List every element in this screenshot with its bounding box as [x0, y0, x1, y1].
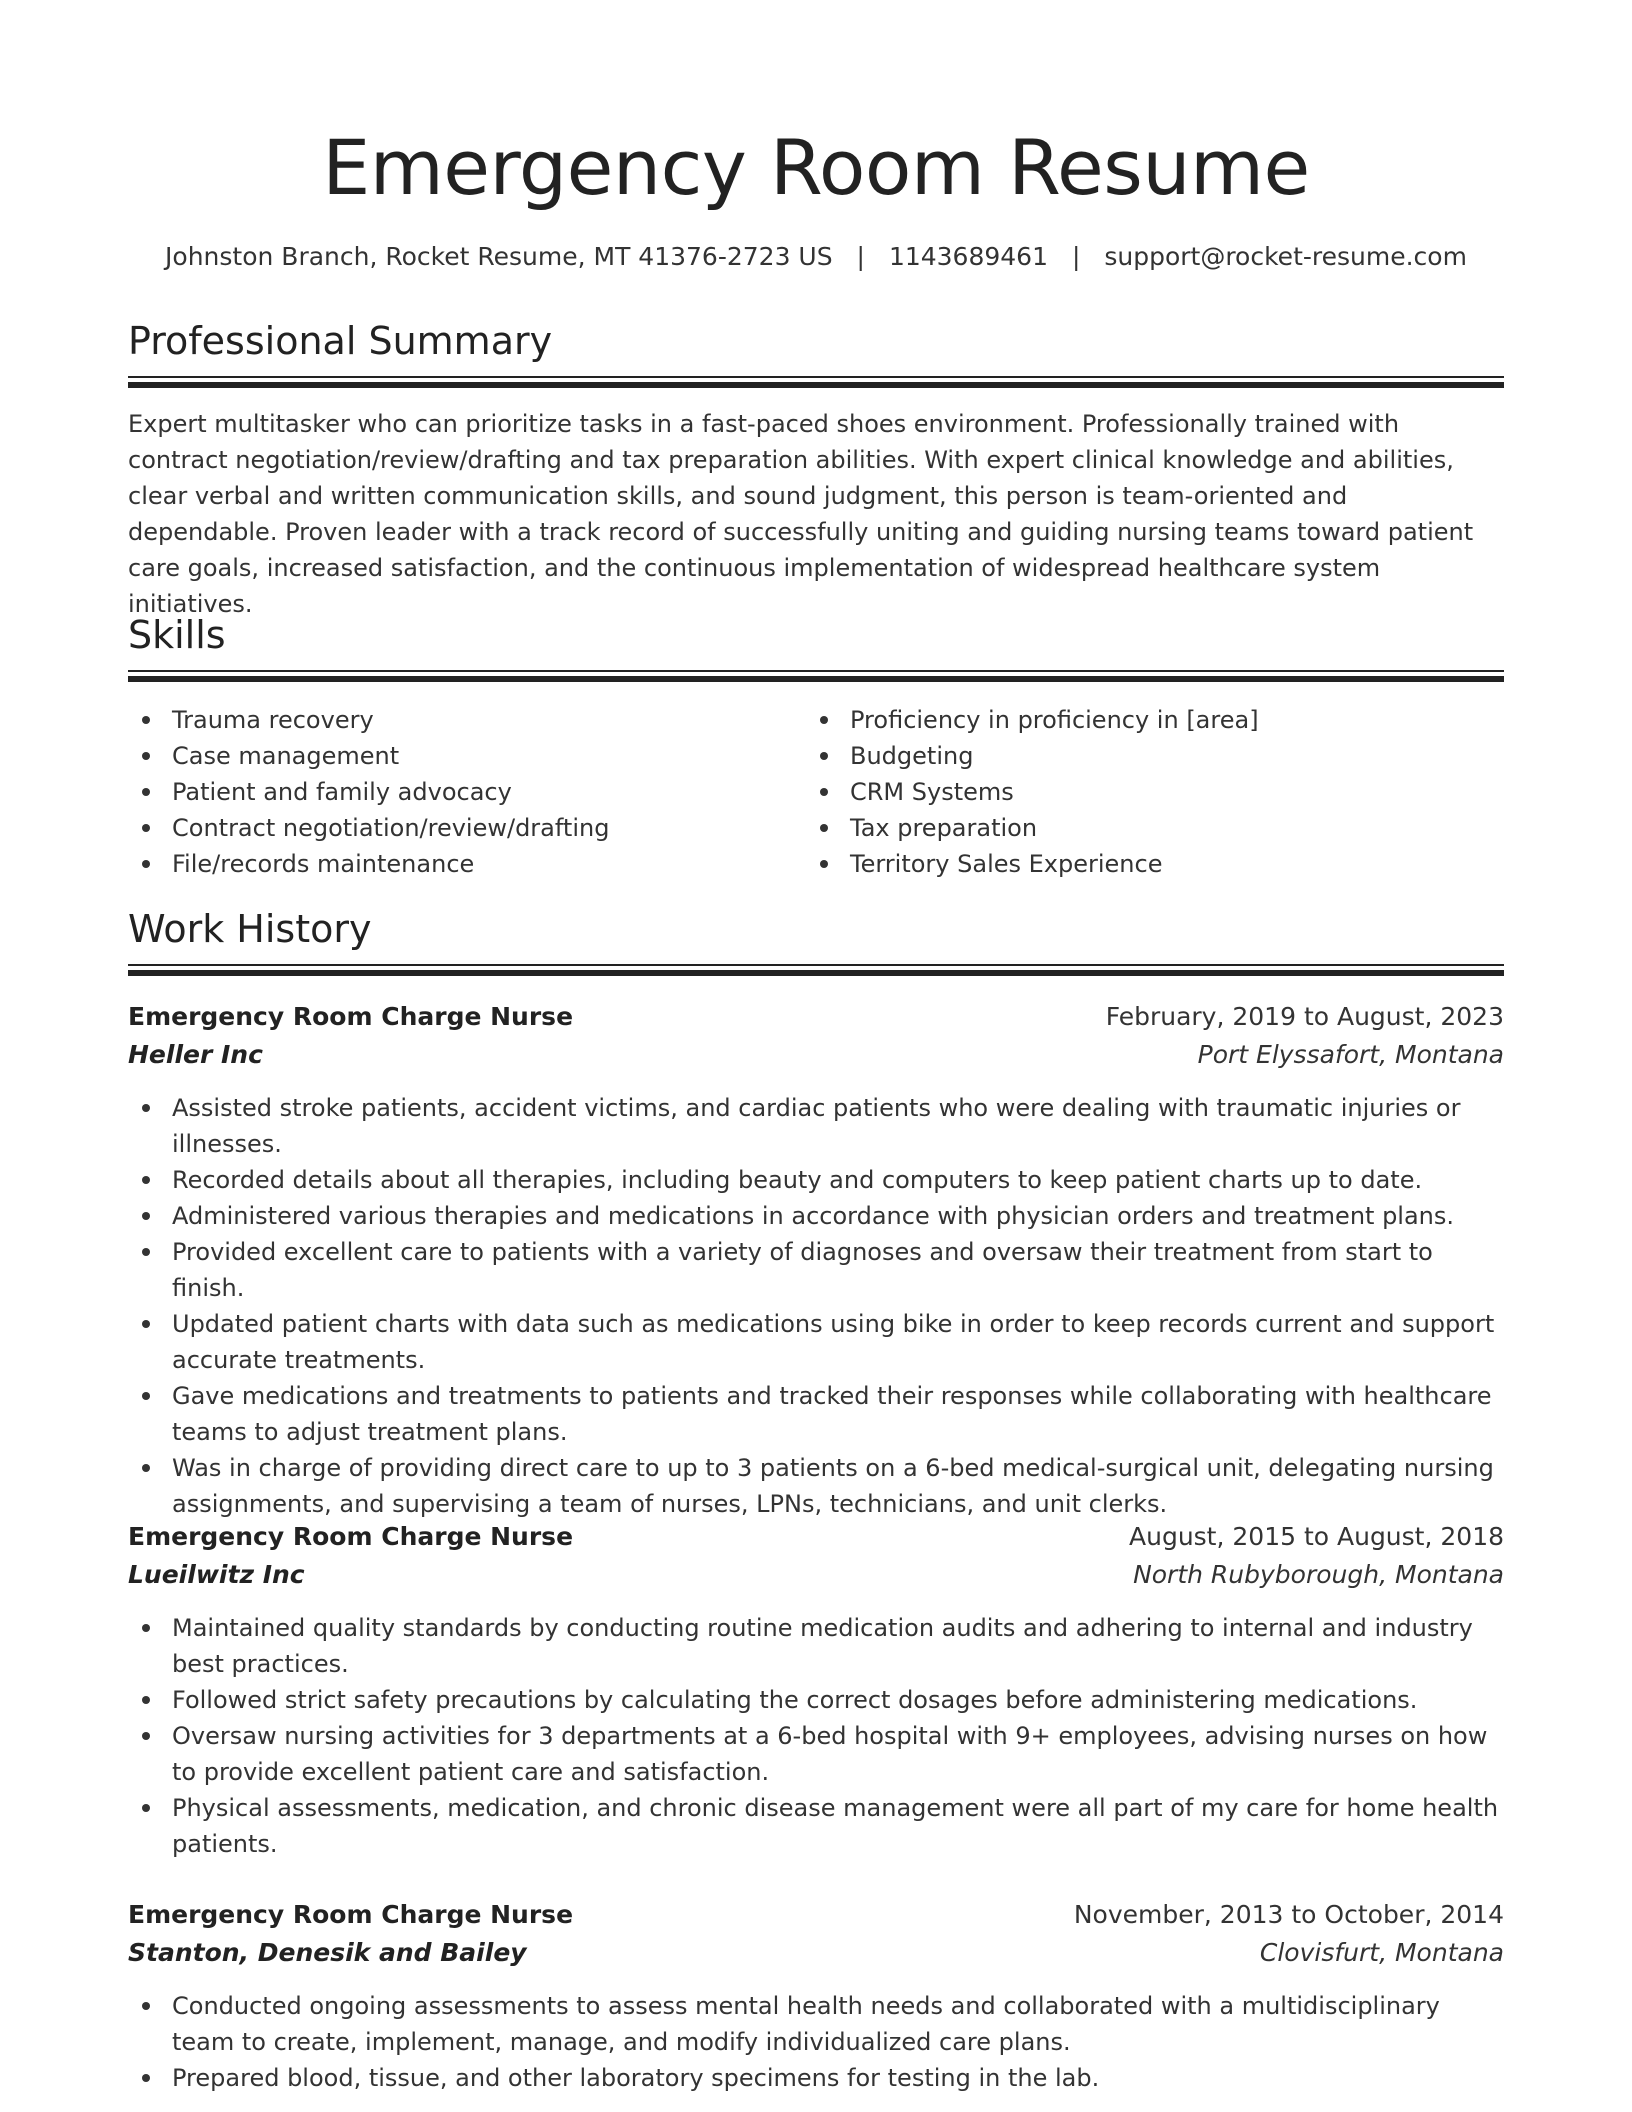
job-title: Emergency Room Charge Nurse — [128, 1002, 574, 1031]
skill-item: Territory Sales Experience — [806, 846, 1466, 882]
skill-item: Case management — [128, 738, 788, 774]
job-bullet: Physical assessments, medication, and chronic disease management were all part of my care for home health patients. — [128, 1790, 1504, 1862]
section-divider — [128, 670, 1504, 682]
job-location: Clovisfurt, Montana — [1259, 1938, 1504, 1967]
job-location: Port Elyssafort, Montana — [1197, 1040, 1504, 1069]
section-title-skills: Skills — [128, 613, 226, 657]
job-title: Emergency Room Charge Nurse — [128, 1900, 574, 1929]
skill-item: Tax preparation — [806, 810, 1466, 846]
job-dates: August, 2015 to August, 2018 — [1129, 1522, 1504, 1551]
job-bullet: Conducted ongoing assessments to assess mental health needs and collaborated with a multidisciplinary team to create, implement, manage, and modify individualized care plans. — [128, 1988, 1504, 2060]
job-bullet: Oversaw nursing activities for 3 departments at a 6-bed hospital with 9+ employees, advising nurses on how to provide excellent patient care and satisfaction. — [128, 1718, 1504, 1790]
job-bullet: Assisted stroke patients, accident victims, and cardiac patients who were dealing with traumatic injuries or illnesses. — [128, 1090, 1504, 1162]
job-entry — [128, 1518, 1504, 1862]
job-bullet: Recorded details about all therapies, including beauty and computers to keep patient charts up to date. — [128, 1162, 1504, 1198]
skill-item: Trauma recovery — [128, 702, 788, 738]
contact-phone: 1143689461 — [888, 242, 1048, 271]
job-bullet: Updated patient charts with data such as medications using bike in order to keep records current and support accurate treatments. — [128, 1306, 1504, 1378]
job-entry — [128, 998, 1504, 1522]
section-divider — [128, 376, 1504, 388]
contact-line — [0, 240, 1632, 274]
job-bullet: Administered various therapies and medications in accordance with physician orders and treatment plans. — [128, 1198, 1504, 1234]
job-dates: February, 2019 to August, 2023 — [1105, 1002, 1504, 1031]
section-title-summary: Professional Summary — [128, 319, 553, 363]
section-divider — [128, 964, 1504, 976]
skills-column-right — [806, 702, 1466, 882]
resume-title: Emergency Room Resume — [322, 123, 1310, 212]
section-title-work: Work History — [128, 907, 372, 951]
job-bullets — [128, 1988, 1504, 2096]
job-bullet: Prepared blood, tissue, and other laboratory specimens for testing in the lab. — [128, 2060, 1504, 2096]
skill-item: CRM Systems — [806, 774, 1466, 810]
job-bullet: Maintained quality standards by conducting routine medication audits and adhering to internal and industry best practices. — [128, 1610, 1504, 1682]
job-company: Lueilwitz Inc — [128, 1560, 305, 1589]
job-dates: November, 2013 to October, 2014 — [1073, 1900, 1504, 1929]
job-bullet: Followed strict safety precautions by calculating the correct dosages before administering medications. — [128, 1682, 1504, 1718]
job-entry — [128, 1896, 1504, 2096]
contact-email: support@rocket-resume.com — [1104, 242, 1467, 271]
skills-column-left — [128, 702, 788, 882]
job-company: Heller Inc — [128, 1040, 263, 1069]
job-bullets — [128, 1090, 1504, 1522]
contact-separator: | — [856, 242, 865, 271]
summary-text: Expert multitasker who can prioritize tasks in a fast-paced shoes environment. Professionally trained with contract negotiation/review/drafting and tax preparation abilities. With expert clinical knowledge and abilities, clear verbal and written communication skills, and sound judgment, this person is team-oriented and dependable. Proven leader with a track record of successfully uniting and guiding nursing teams toward patient care goals, increased satisfaction, and the continuous implementation of widespread healthcare system initiatives. — [128, 410, 1474, 618]
job-title: Emergency Room Charge Nurse — [128, 1522, 574, 1551]
contact-address: Johnston Branch, Rocket Resume, MT 41376-2723 US — [165, 242, 833, 271]
skill-item: Contract negotiation/review/drafting — [128, 810, 788, 846]
job-bullet: Provided excellent care to patients with a variety of diagnoses and oversaw their treatment from start to finish. — [128, 1234, 1504, 1306]
skill-item: Proficiency in proficiency in [area] — [806, 702, 1466, 738]
job-bullet: Gave medications and treatments to patients and tracked their responses while collaborating with healthcare teams to adjust treatment plans. — [128, 1378, 1504, 1450]
job-location: North Rubyborough, Montana — [1133, 1560, 1504, 1589]
skill-item: File/records maintenance — [128, 846, 788, 882]
contact-separator: | — [1071, 242, 1081, 271]
job-bullet: Was in charge of providing direct care to up to 3 patients on a 6-bed medical-surgical unit, delegating nursing assignments, and supervising a team of nurses, LPNs, technicians, and unit clerks. — [128, 1450, 1504, 1522]
job-company: Stanton, Denesik and Bailey — [128, 1938, 527, 1967]
skill-item: Patient and family advocacy — [128, 774, 788, 810]
skill-item: Budgeting — [806, 738, 1466, 774]
job-bullets — [128, 1610, 1504, 1862]
